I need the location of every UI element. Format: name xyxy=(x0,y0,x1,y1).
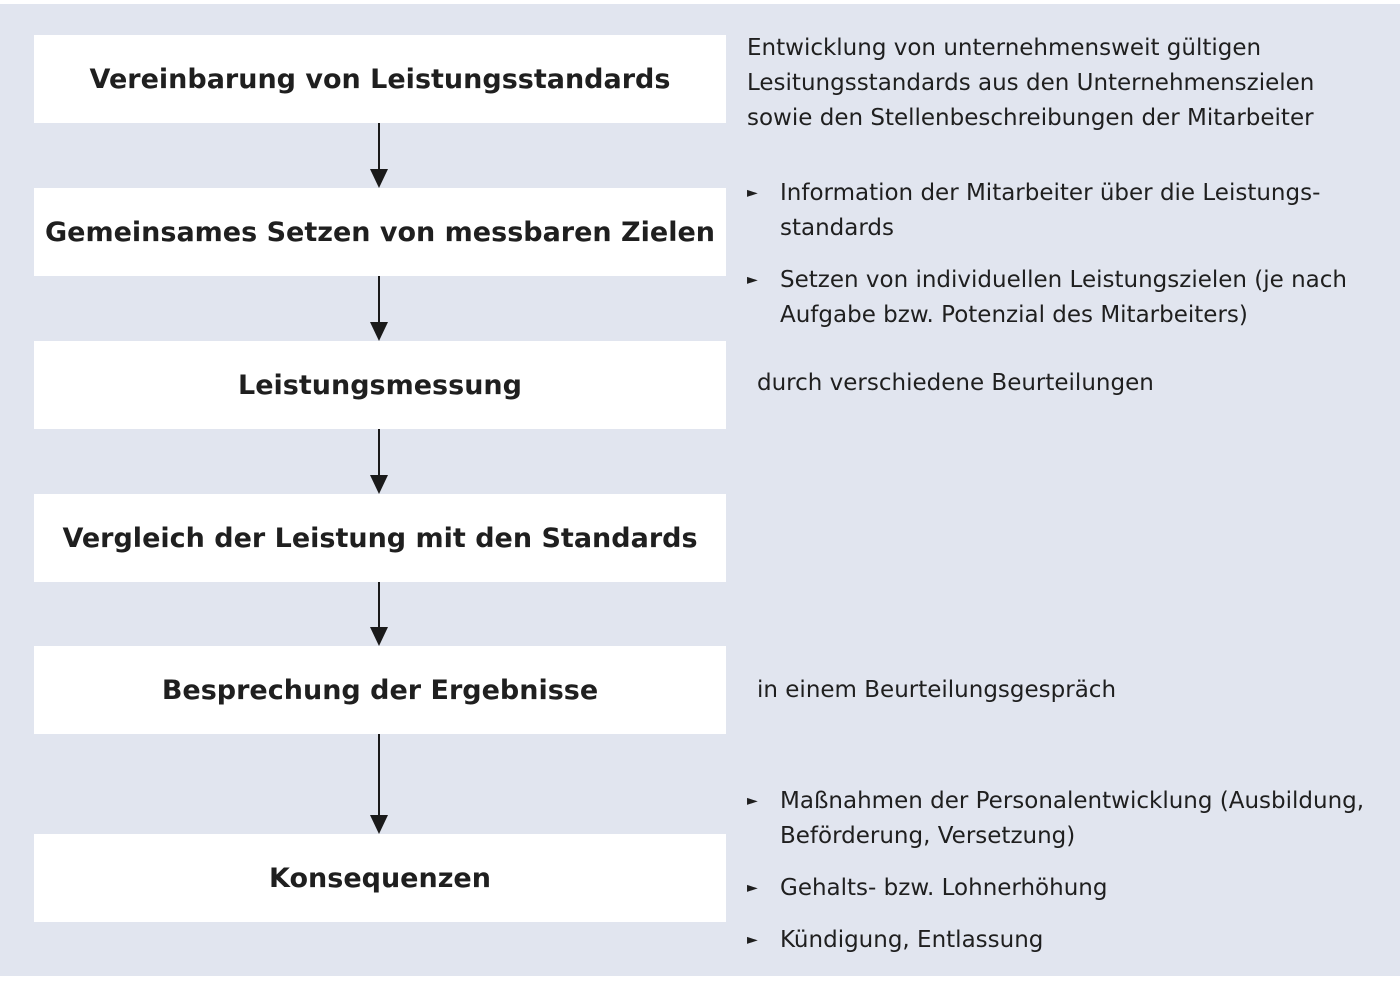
list-item xyxy=(747,176,1387,246)
bullet-triangle-icon: ► xyxy=(747,272,758,288)
step-box-agreement-on-standards: Vereinbarung von Leistungsstandards xyxy=(34,35,726,123)
list-item xyxy=(747,871,1387,906)
list-item xyxy=(747,263,1387,333)
step-box-consequences: Konsequenzen xyxy=(34,834,726,922)
goal-setting-list xyxy=(747,176,1387,333)
list-item-text: Gehalts- bzw. Lohnerhöhung xyxy=(780,875,1108,901)
consequences-list xyxy=(747,784,1387,958)
step-box-joint-goal-setting: Gemeinsames Setzen von messbaren Zielen xyxy=(34,188,726,276)
bullet-triangle-icon: ► xyxy=(747,793,758,809)
step-box-comparison-with-standards: Vergleich der Leistung mit den Standards xyxy=(34,494,726,582)
bullet-triangle-icon: ► xyxy=(747,932,758,948)
list-item-text: Kündigung, Entlassung xyxy=(780,927,1044,953)
note-goal-setting xyxy=(747,176,1387,350)
note-measurement: durch verschiedene Beurteilungen xyxy=(757,370,1154,396)
note-discussion: in einem Beurteilungsgespräch xyxy=(757,677,1117,703)
list-item-text: Maßnahmen der Personalentwicklung (Ausbildung, Beförderung, Versetzung) xyxy=(780,788,1365,849)
list-item-text: Information der Mitarbeiter über die Leistungs- standards xyxy=(780,180,1321,241)
step-box-performance-measurement: Leistungsmessung xyxy=(34,341,726,429)
note-consequences xyxy=(747,784,1387,975)
note-standards-development: Entwicklung von unternehmensweit gültigen Lesitungsstandards aus den Unternehmenszielen sowie den Stellenbeschreibungen der Mitarbeiter xyxy=(747,35,1315,131)
list-item xyxy=(747,784,1387,854)
list-item-text: Setzen von individuellen Leistungszielen (je nach Aufgabe bzw. Potenzial des Mitarbeiters) xyxy=(780,267,1348,328)
bullet-triangle-icon: ► xyxy=(747,185,758,201)
list-item xyxy=(747,923,1387,958)
step-box-results-discussion: Besprechung der Ergebnisse xyxy=(34,646,726,734)
bullet-triangle-icon: ► xyxy=(747,880,758,896)
